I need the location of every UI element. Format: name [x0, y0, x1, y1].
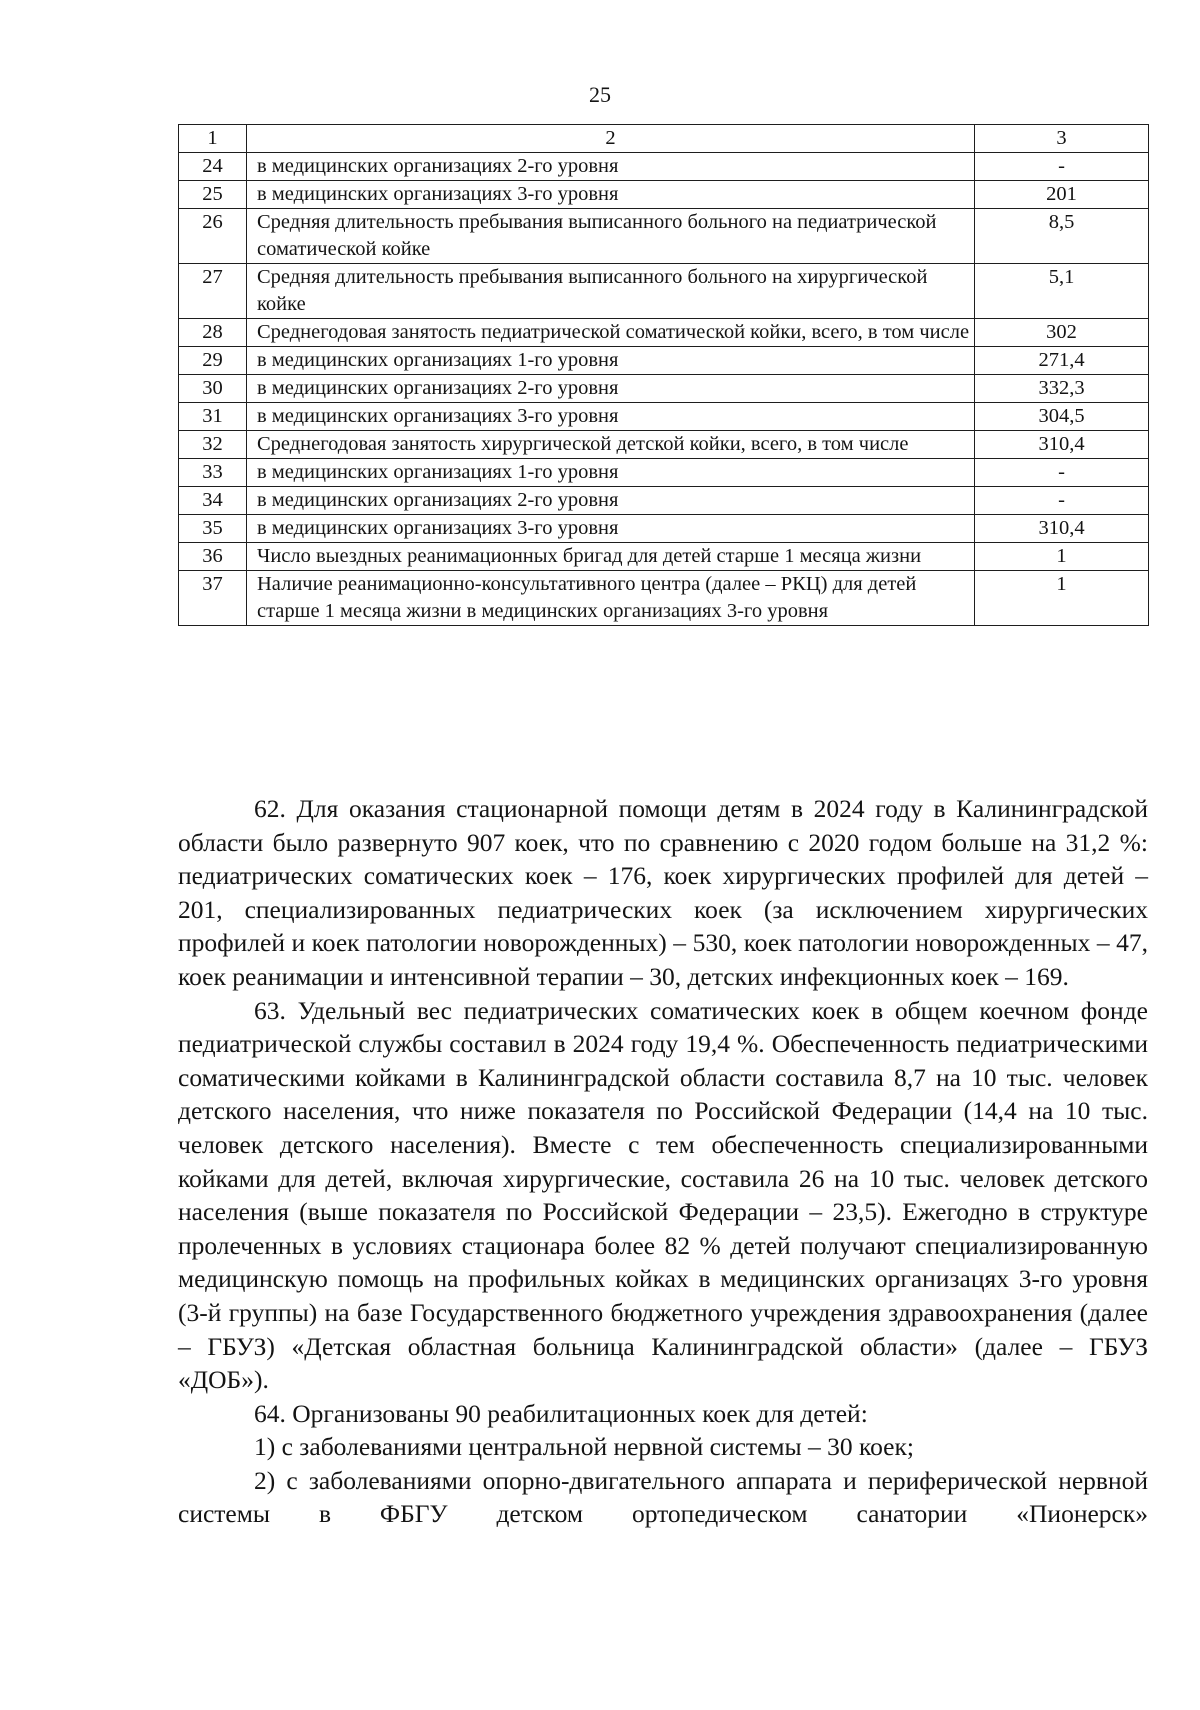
table-row — [179, 375, 1149, 403]
row-number: 36 — [179, 543, 247, 571]
row-number: 27 — [179, 264, 247, 319]
row-value: 1 — [975, 543, 1149, 571]
row-number: 32 — [179, 431, 247, 459]
row-number: 29 — [179, 347, 247, 375]
table-row — [179, 347, 1149, 375]
table-row — [179, 181, 1149, 209]
row-number: 31 — [179, 403, 247, 431]
row-indicator: Средняя длительность пребывания выписанного больного на хирургической койке — [247, 264, 975, 319]
row-value: 271,4 — [975, 347, 1149, 375]
row-indicator: в медицинских организациях 2-го уровня — [247, 375, 975, 403]
row-indicator: Среднегодовая занятость хирургической детской койки, всего, в том числе — [247, 431, 975, 459]
paragraph: 62. Для оказания стационарной помощи детям в 2024 году в Калининградской области было развернуто 907 коек, что по сравнению с 2020 годом больше на 31,2 %: педиатрических соматических коек – 176, коек хирургических профилей для детей – 201, специализированных педиатрических коек (за исключением хирургических профилей и коек патологии новорожденных) – 530, коек патологии новорожденных – 47, коек реанимации и интенсивной терапии – 30, детских инфекционных коек – 169. — [178, 794, 1148, 991]
table-row — [179, 571, 1149, 626]
row-number: 33 — [179, 459, 247, 487]
row-indicator: в медицинских организациях 3-го уровня — [247, 515, 975, 543]
row-indicator: в медицинских организациях 2-го уровня — [247, 153, 975, 181]
table-row — [179, 459, 1149, 487]
row-number: 37 — [179, 571, 247, 626]
row-indicator: в медицинских организациях 1-го уровня — [247, 459, 975, 487]
row-value: 1 — [975, 571, 1149, 626]
table-row — [179, 403, 1149, 431]
table-row — [179, 487, 1149, 515]
row-number: 35 — [179, 515, 247, 543]
paragraph: 2) с заболеваниями опорно-двигательного аппарата и периферической нервной системы в ФБГУ детском ортопедическом санатории «Пионерск» — [178, 1465, 1148, 1529]
row-value: - — [975, 459, 1149, 487]
row-indicator: в медицинских организациях 3-го уровня — [247, 181, 975, 209]
row-indicator: в медицинских организациях 3-го уровня — [247, 403, 975, 431]
row-indicator: Наличие реанимационно-консультативного центра (далее – РКЦ) для детей старше 1 месяца жизни в медицинских организациях 3-го уровня — [247, 571, 975, 626]
table-row — [179, 543, 1149, 571]
row-value: - — [975, 487, 1149, 515]
table-row — [179, 209, 1149, 264]
row-number: 28 — [179, 319, 247, 347]
row-value: 5,1 — [975, 264, 1149, 319]
row-value: - — [975, 153, 1149, 181]
table-row — [179, 153, 1149, 181]
table-row — [179, 515, 1149, 543]
row-number: 34 — [179, 487, 247, 515]
body-text — [178, 792, 1148, 1531]
row-value: 310,4 — [975, 431, 1149, 459]
row-number: 24 — [179, 153, 247, 181]
row-number: 26 — [179, 209, 247, 264]
column-header: 3 — [975, 125, 1149, 153]
table-row — [179, 431, 1149, 459]
row-value: 8,5 — [975, 209, 1149, 264]
row-value: 304,5 — [975, 403, 1149, 431]
row-number: 25 — [179, 181, 247, 209]
row-indicator: в медицинских организациях 2-го уровня — [247, 487, 975, 515]
row-indicator: Средняя длительность пребывания выписанного больного на педиатрической соматической койке — [247, 209, 975, 264]
paragraph: 63. Удельный вес педиатрических соматических коек в общем коечном фонде педиатрической службы составил в 2024 году 19,4 %. Обеспеченность педиатрическими соматическими койками в Калининградской области составила 8,7 на 10 тыс. человек детского населения, что ниже показателя по Российской Федерации (14,4 на 10 тыс. человек детского населения). Вместе с тем обеспеченность специализированными койками для детей, включая хирургические, составила 26 на 10 тыс. человек детского населения (выше показателя по Российской Федерации – 23,5). Ежегодно в структуре пролеченных в условиях стационара более 82 % детей получают специализированную медицинскую помощь на профильных койках в медицинских организацях 3-го уровня (3-й группы) на базе Государственного бюджетного учреждения здравоохранения (далее – ГБУЗ) «Детская областная больница Калининградской области» (далее – ГБУЗ «ДОБ»). — [178, 995, 1148, 1395]
row-value: 302 — [975, 319, 1149, 347]
row-value: 310,4 — [975, 515, 1149, 543]
data-table — [178, 124, 1149, 626]
row-indicator: Число выездных реанимационных бригад для детей старше 1 месяца жизни — [247, 543, 975, 571]
table-row — [179, 264, 1149, 319]
table-body — [179, 153, 1149, 626]
table-header-row — [179, 125, 1149, 153]
column-header: 1 — [179, 125, 247, 153]
paragraph: 1) с заболеваниями центральной нервной системы – 30 коек; — [254, 1432, 914, 1462]
row-indicator: Среднегодовая занятость педиатрической соматической койки, всего, в том числе — [247, 319, 975, 347]
row-number: 30 — [179, 375, 247, 403]
paragraph: 64. Организованы 90 реабилитационных коек для детей: — [254, 1398, 868, 1428]
row-value: 201 — [975, 181, 1149, 209]
column-header: 2 — [247, 125, 975, 153]
page-number: 25 — [589, 82, 611, 107]
row-indicator: в медицинских организациях 1-го уровня — [247, 347, 975, 375]
table-row — [179, 319, 1149, 347]
row-value: 332,3 — [975, 375, 1149, 403]
